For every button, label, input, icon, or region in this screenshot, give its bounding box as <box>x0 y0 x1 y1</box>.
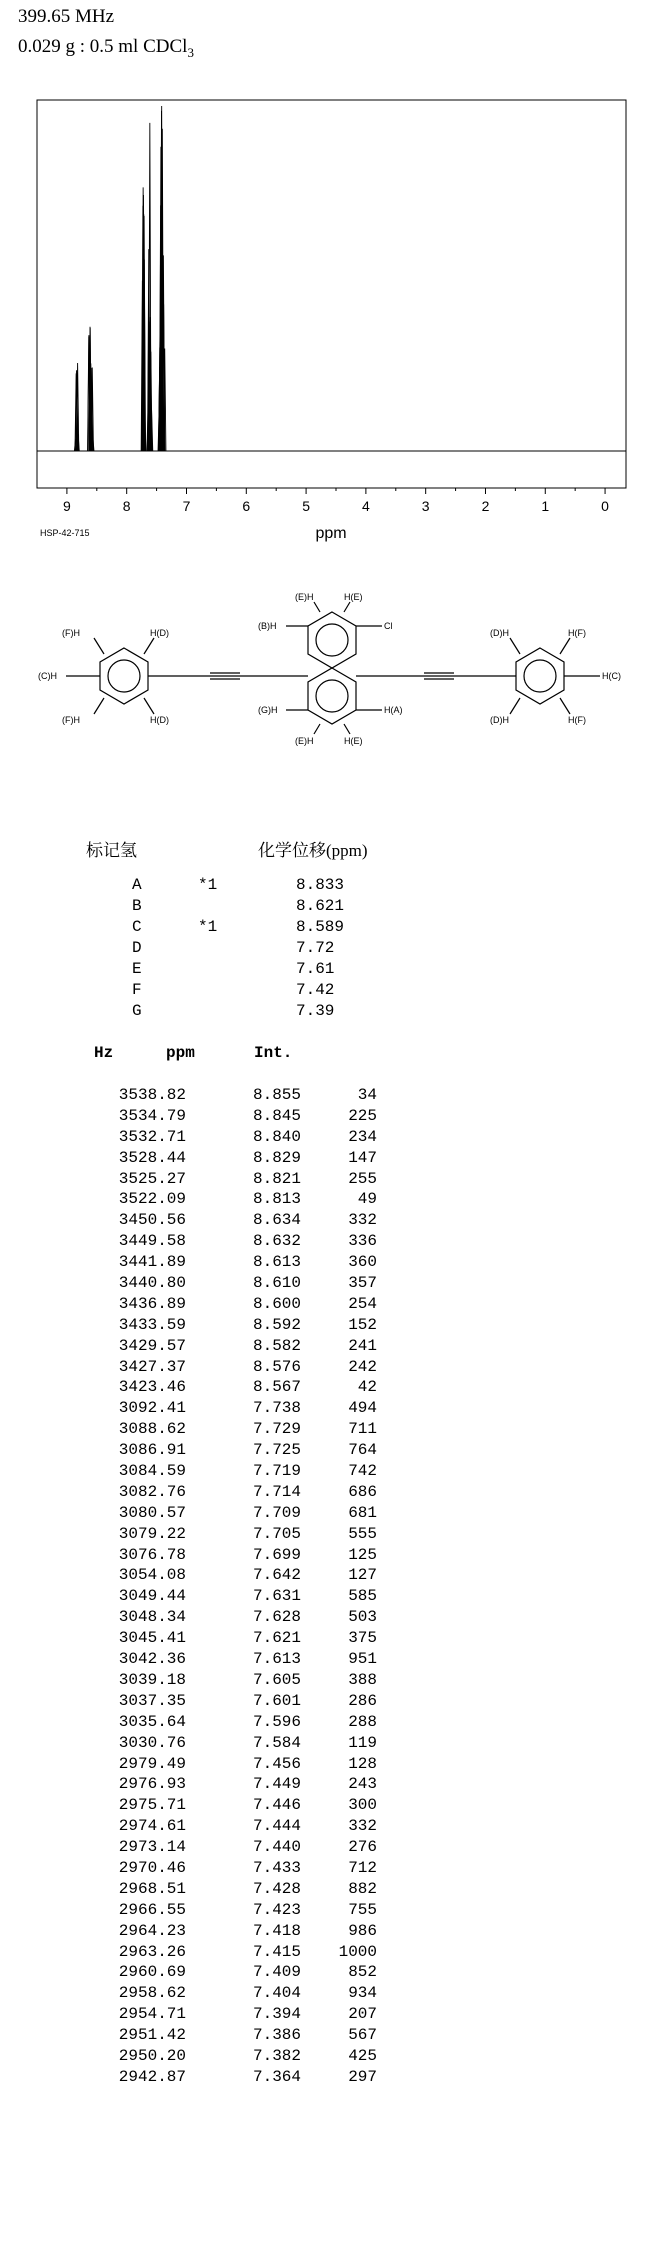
peak-int: 357 <box>348 1274 377 1293</box>
peak-hz: 3084.59 <box>118 1462 186 1481</box>
peak-ppm: 8.855 <box>252 1086 301 1104</box>
peak-hz: 2963.26 <box>118 1942 186 1961</box>
x-tick-label: 2 <box>481 498 490 514</box>
peak-ppm: 7.428 <box>252 1879 301 1898</box>
shift-row <box>86 897 446 918</box>
shift-value: 7.42 <box>296 981 335 999</box>
label-e-left-bottom: (E)H <box>295 736 314 746</box>
peak-hz: 3030.76 <box>118 1733 186 1752</box>
peak-hz: 2966.55 <box>118 1900 186 1919</box>
peak-hz: 3449.58 <box>118 1232 186 1251</box>
shift-value: 7.61 <box>296 960 335 978</box>
shift-label: A <box>132 876 142 894</box>
label-e-right-bottom: H(E) <box>344 736 363 746</box>
shift-label: E <box>132 960 142 978</box>
peak-ppm: 8.600 <box>252 1294 301 1313</box>
peak-int: 255 <box>348 1169 377 1188</box>
peak-ppm: 7.584 <box>252 1733 301 1752</box>
shift-value: 8.833 <box>296 876 345 894</box>
shift-label: G <box>132 1002 142 1020</box>
peak-hz: 2976.93 <box>118 1775 186 1794</box>
peak-hz: 3534.79 <box>118 1106 186 1125</box>
peak-ppm: 7.605 <box>252 1670 301 1689</box>
peak-int: 254 <box>348 1294 377 1313</box>
peak-ppm: 7.738 <box>252 1399 301 1418</box>
peak-ppm: 7.449 <box>252 1775 301 1794</box>
peak-int: 986 <box>348 1921 377 1940</box>
peak-int: 503 <box>348 1608 377 1627</box>
label-e-left-top: (E)H <box>295 592 314 602</box>
sample-subscript: 3 <box>187 44 194 60</box>
peak-hz: 3441.89 <box>118 1253 186 1272</box>
peak-int: 128 <box>348 1754 377 1773</box>
peak-hz: 3037.35 <box>118 1691 186 1710</box>
peak-ppm: 7.444 <box>252 1817 301 1836</box>
peak-int: 425 <box>348 2046 377 2065</box>
peak-hz: 3080.57 <box>118 1503 186 1522</box>
peak-int: 712 <box>348 1858 377 1877</box>
shift-value: 8.589 <box>296 918 345 936</box>
peak-int: 332 <box>348 1817 377 1836</box>
peak-hz: 2950.20 <box>118 2046 186 2065</box>
peak-int: 711 <box>348 1420 377 1439</box>
shift-label: C <box>132 918 142 936</box>
peak-int: 147 <box>348 1148 377 1167</box>
label-b: (B)H <box>258 621 277 631</box>
peak-ppm: 7.382 <box>252 2046 301 2065</box>
peak-int: 681 <box>348 1503 377 1522</box>
peak-ppm: 8.592 <box>252 1315 301 1334</box>
peak-hz: 3427.37 <box>118 1357 186 1376</box>
peak-ppm: 7.705 <box>252 1524 301 1543</box>
shift-label: F <box>132 981 142 999</box>
peak-int: 276 <box>348 1838 377 1857</box>
label-a: H(A) <box>384 705 403 715</box>
peak-ppm: 7.729 <box>252 1420 301 1439</box>
x-tick-label: 9 <box>63 498 71 514</box>
peak-int: 207 <box>348 2005 377 2024</box>
peak-ppm: 8.829 <box>252 1148 301 1167</box>
shift-row <box>86 960 446 981</box>
peak-ppm: 7.433 <box>252 1858 301 1877</box>
peak-hz: 2973.14 <box>118 1838 186 1857</box>
shift-note: *1 <box>198 918 218 936</box>
peak-ppm: 7.601 <box>252 1691 301 1710</box>
peak-int: 852 <box>348 1963 377 1982</box>
peak-ppm: 7.596 <box>252 1712 301 1731</box>
peak-hz: 3048.34 <box>118 1608 186 1627</box>
peak-header-ppm: ppm <box>166 1044 195 1062</box>
peak-ppm: 7.364 <box>252 2067 301 2086</box>
shift-row <box>86 918 446 939</box>
label-f-left-bottom: (F)H <box>62 715 80 725</box>
shift-header-shift: 化学位移(ppm) <box>258 841 368 860</box>
peak-hz: 3079.22 <box>118 1524 186 1543</box>
label-cl: Cl <box>384 621 393 631</box>
peak-int: 764 <box>348 1441 377 1460</box>
peak-hz: 2951.42 <box>118 2026 186 2045</box>
peak-header-int: Int. <box>254 1044 293 1062</box>
label-d-left-bottom: H(D) <box>150 715 169 725</box>
peak-hz: 3538.82 <box>118 1086 186 1104</box>
peak-ppm: 7.613 <box>252 1650 301 1669</box>
peak-int: 241 <box>348 1336 377 1355</box>
peak-ppm: 7.456 <box>252 1754 301 1773</box>
label-d-right-top: (D)H <box>490 628 509 638</box>
x-tick-label: 5 <box>302 498 310 514</box>
peak-hz: 2975.71 <box>118 1796 186 1815</box>
peak-ppm: 8.613 <box>252 1253 301 1272</box>
peak-hz: 3436.89 <box>118 1294 186 1313</box>
peak-ppm: 7.714 <box>252 1482 301 1501</box>
peak-hz: 2942.87 <box>118 2067 186 2086</box>
peak-int: 555 <box>348 1524 377 1543</box>
peak-int: 882 <box>348 1879 377 1898</box>
peak-int: 234 <box>348 1127 377 1146</box>
peak-hz: 2954.71 <box>118 2005 186 2024</box>
peak-hz: 3082.76 <box>118 1482 186 1501</box>
peak-hz: 3088.62 <box>118 1420 186 1439</box>
peak-ppm: 7.418 <box>252 1921 301 1940</box>
shift-value: 7.39 <box>296 1002 335 1020</box>
peak-ppm: 7.409 <box>252 1963 301 1982</box>
chemical-structure <box>0 560 652 820</box>
peak-int: 242 <box>348 1357 377 1376</box>
shift-rows <box>86 876 446 1023</box>
peak-ppm: 7.404 <box>252 1984 301 2003</box>
peak-int: 42 <box>357 1378 377 1397</box>
shift-header-label: 标记氢 <box>86 841 137 860</box>
peak-hz: 3423.46 <box>118 1378 186 1397</box>
peak-ppm: 8.634 <box>252 1211 301 1230</box>
peak-hz: 3522.09 <box>118 1190 186 1209</box>
peak-int: 125 <box>348 1545 377 1564</box>
peak-hz: 3042.36 <box>118 1650 186 1669</box>
peak-int: 567 <box>348 2026 377 2045</box>
peak-int: 755 <box>348 1900 377 1919</box>
peak-hz: 2958.62 <box>118 1984 186 2003</box>
peak-hz: 2960.69 <box>118 1963 186 1982</box>
peak-ppm: 8.582 <box>252 1336 301 1355</box>
sample-main: 0.029 g : 0.5 ml CDCl <box>18 36 188 57</box>
peak-int: 375 <box>348 1629 377 1648</box>
peak-hz: 3076.78 <box>118 1545 186 1564</box>
peak-ppm: 7.440 <box>252 1838 301 1857</box>
shift-row <box>86 876 446 897</box>
peak-int: 742 <box>348 1462 377 1481</box>
peak-ppm: 8.821 <box>252 1169 301 1188</box>
peak-hz: 3035.64 <box>118 1712 186 1731</box>
peak-int: 300 <box>348 1796 377 1815</box>
label-e-right-top: H(E) <box>344 592 363 602</box>
peak-ppm: 7.719 <box>252 1462 301 1481</box>
shift-note: *1 <box>198 876 218 894</box>
peak-ppm: 8.576 <box>252 1357 301 1376</box>
structure-bonds <box>66 602 600 734</box>
shift-label: B <box>132 897 142 915</box>
peak-int: 49 <box>357 1190 377 1209</box>
label-d-right-bottom: (D)H <box>490 715 509 725</box>
peak-int: 585 <box>348 1587 377 1606</box>
peak-ppm: 7.699 <box>252 1545 301 1564</box>
peak-int: 332 <box>348 1211 377 1230</box>
plot-frame <box>37 100 626 488</box>
shift-label: D <box>132 939 142 957</box>
x-tick-label: 8 <box>122 498 131 514</box>
label-f-left-top: (F)H <box>62 628 80 638</box>
peak-header-hz: Hz <box>94 1044 114 1062</box>
peak-int: 686 <box>348 1482 377 1501</box>
peak-ppm: 7.423 <box>252 1900 301 1919</box>
peak-ppm: 7.628 <box>252 1608 301 1627</box>
peak-layer <box>74 106 166 451</box>
peak-hz: 3528.44 <box>118 1148 186 1167</box>
peak-hz: 3049.44 <box>118 1587 186 1606</box>
peak-hz: 3450.56 <box>118 1211 186 1230</box>
peak-int: 297 <box>348 2067 377 2086</box>
peak-ppm: 7.415 <box>252 1942 301 1961</box>
label-c-left: (C)H <box>38 671 57 681</box>
peak-int: 388 <box>348 1670 377 1689</box>
peak-ppm: 8.567 <box>252 1378 301 1397</box>
shift-value: 7.72 <box>296 939 335 957</box>
peak-int: 934 <box>348 1984 377 2003</box>
peak-hz: 3433.59 <box>118 1315 186 1334</box>
peak-ppm: 7.631 <box>252 1587 301 1606</box>
shift-row <box>86 981 446 1002</box>
peak-int: 336 <box>348 1232 377 1251</box>
peak-ppm: 8.610 <box>252 1274 301 1293</box>
peak-ppm: 7.621 <box>252 1629 301 1648</box>
peak-hz: 3440.80 <box>118 1274 186 1293</box>
label-c-right: H(C) <box>602 671 621 681</box>
label-d-left-top: H(D) <box>150 628 169 638</box>
peak-ppm: 7.725 <box>252 1441 301 1460</box>
x-tick-label: 1 <box>541 498 550 514</box>
peak-hz: 3092.41 <box>118 1399 186 1418</box>
spectrum-header <box>18 2 194 68</box>
peak-hz: 3532.71 <box>118 1127 186 1146</box>
shift-row <box>86 1002 446 1023</box>
peak-int: 34 <box>357 1086 377 1104</box>
peak-int: 288 <box>348 1712 377 1731</box>
sample-code: HSP-42-715 <box>40 528 90 538</box>
peak-ppm: 7.709 <box>252 1503 301 1522</box>
peak-ppm: 8.840 <box>252 1127 301 1146</box>
peak-int: 286 <box>348 1691 377 1710</box>
label-f-right-bottom: H(F) <box>568 715 586 725</box>
x-tick-label: 3 <box>421 498 430 514</box>
x-tick-label: 7 <box>182 498 191 514</box>
peak-int: 494 <box>348 1399 377 1418</box>
x-tick-label: 0 <box>601 498 609 514</box>
x-axis-label: ppm <box>315 525 347 542</box>
peak-hz: 2970.46 <box>118 1858 186 1877</box>
peak-int: 951 <box>348 1650 377 1669</box>
peak-ppm: 7.446 <box>252 1796 301 1815</box>
peak-hz: 2974.61 <box>118 1817 186 1836</box>
peak-hz: 3525.27 <box>118 1169 186 1188</box>
peak-hz: 3429.57 <box>118 1336 186 1355</box>
peak-ppm: 7.394 <box>252 2005 301 2024</box>
peak-hz: 3045.41 <box>118 1629 186 1648</box>
peak-int: 119 <box>348 1733 377 1752</box>
peak-ppm: 8.632 <box>252 1232 301 1251</box>
peak-hz: 3039.18 <box>118 1670 186 1689</box>
peak-hz: 3054.08 <box>118 1566 186 1585</box>
frequency-label: 399.65 MHz <box>18 6 115 27</box>
peak-hz: 3086.91 <box>118 1441 186 1460</box>
shift-value: 8.621 <box>296 897 345 915</box>
x-tick-label: 4 <box>361 498 370 514</box>
peak-ppm: 7.642 <box>252 1566 301 1585</box>
x-tick-label: 6 <box>242 498 251 514</box>
label-g: (G)H <box>258 705 278 715</box>
peak-hz: 2968.51 <box>118 1879 186 1898</box>
peak-hz: 2964.23 <box>118 1921 186 1940</box>
peak-int: 1000 <box>338 1942 377 1961</box>
peak-ppm: 8.845 <box>252 1106 301 1125</box>
peak-int: 127 <box>348 1566 377 1585</box>
peak-int: 225 <box>348 1106 377 1125</box>
peak-ppm: 7.386 <box>252 2026 301 2045</box>
label-f-right-top: H(F) <box>568 628 586 638</box>
shift-row <box>86 939 446 960</box>
x-axis <box>63 488 609 514</box>
peak-hz: 2979.49 <box>118 1754 186 1773</box>
peak-int: 360 <box>348 1253 377 1272</box>
sample-label <box>18 32 194 68</box>
peak-int: 243 <box>348 1775 377 1794</box>
peak-int: 152 <box>348 1315 377 1334</box>
peak-ppm: 8.813 <box>252 1190 301 1209</box>
